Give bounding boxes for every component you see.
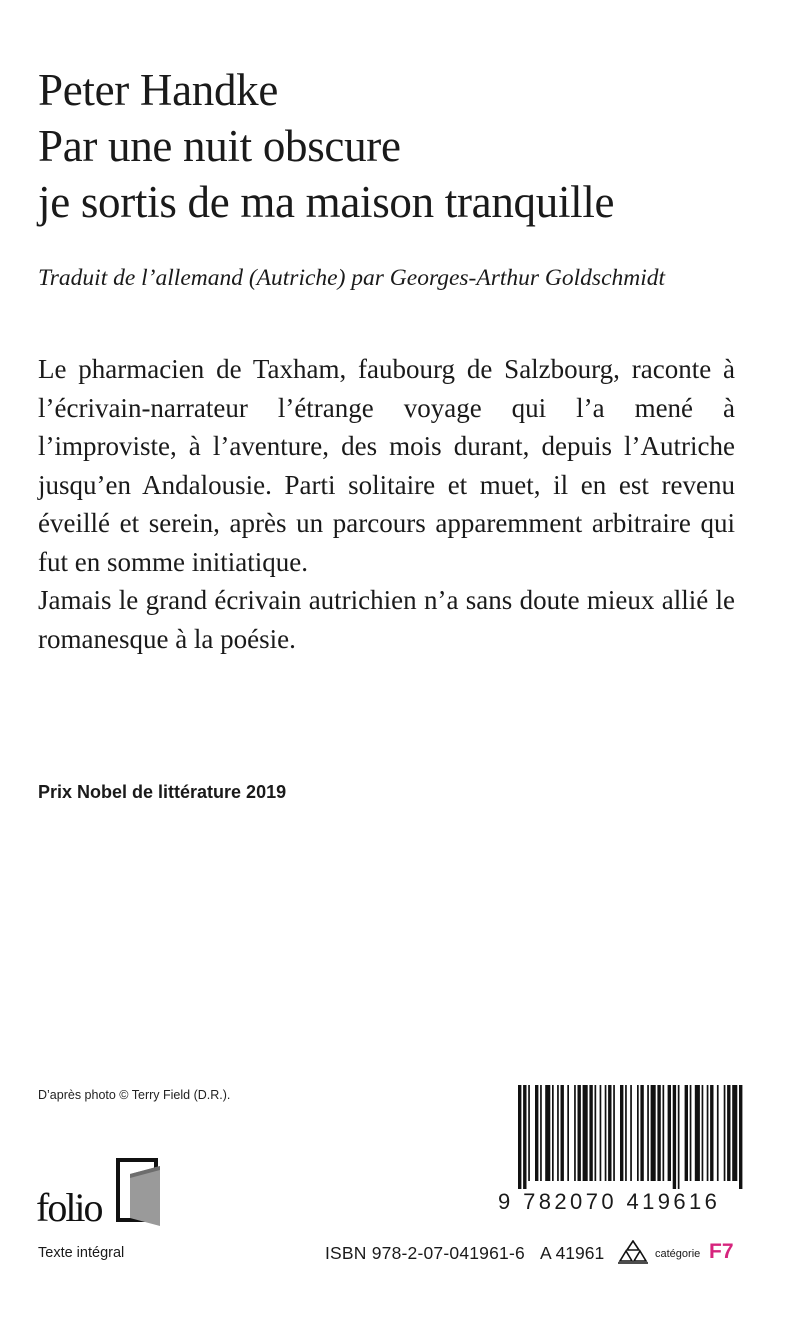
barcode-bar [630,1085,632,1181]
book-title-line-2: je sortis de ma maison tranquille [38,177,615,227]
barcode-bar [651,1085,656,1181]
barcode-bar [613,1085,615,1181]
barcode-bar [707,1085,709,1181]
barcode-bar [695,1085,700,1181]
translator-note: Traduit de l’allemand (Autriche) par Georges-Arthur Goldschmidt [38,265,666,291]
barcode-bar [557,1085,559,1181]
blurb-paragraph-1: Le pharmacien de Taxham, faubourg de Salzbourg, raconte à l’écrivain-narrateur l’étrange voyage qui l’a mené à l’improviste, à l’aventure, des mois durant, depuis l’Autriche jusqu’en Andalousie. Parti solitaire et muet, il en est revenu éveillé et serein, après un parcours apparemment arbitraire qui fut en somme initiatique. [38,354,735,577]
folio-logo [36,1158,176,1234]
barcode [498,1085,748,1215]
barcode-bar [717,1085,719,1181]
barcode-bar [540,1085,542,1181]
barcode-bar [625,1085,627,1181]
edition-label: Texte intégral [38,1245,125,1261]
book-title-line-1: Par une nuit obscure [38,121,401,171]
barcode-bar [600,1085,602,1181]
barcode-bar [545,1085,550,1181]
barcode-bar [608,1085,611,1181]
author-name: Peter Handke [38,65,279,115]
barcode-bar [710,1085,713,1181]
back-cover-blurb [38,350,735,658]
isbn-number: ISBN 978-2-07-041961-6 [325,1243,525,1263]
prize-line: Prix Nobel de littérature 2019 [38,782,287,802]
barcode-bar [685,1085,688,1181]
stock-code: A 41961 [540,1243,605,1263]
blurb-paragraph-2: Jamais le grand écrivain autrichien n’a sans doute mieux allié le romanesque à la poésie. [38,585,735,654]
gallimard-triangles-icon [617,1240,649,1264]
barcode-digits: 9 782070 419616 [498,1189,721,1214]
barcode-bar [647,1085,649,1181]
barcode-bar [640,1085,643,1181]
barcode-bar [663,1085,665,1181]
folio-logo-word: folio [36,1185,102,1230]
barcode-bar [637,1085,639,1181]
barcode-bar [668,1085,671,1181]
barcode-bar [561,1085,564,1181]
category-code: F7 [709,1240,734,1263]
folio-page-icon [116,1158,164,1228]
title-block [38,62,778,230]
barcode-bar [552,1085,554,1181]
barcode-bar [574,1085,576,1181]
barcode-bars [518,1085,744,1189]
barcode-bar [702,1085,704,1181]
barcode-bar [589,1085,592,1181]
barcode-bar [724,1085,726,1181]
barcode-bar [518,1085,521,1189]
barcode-bar [657,1085,660,1181]
barcode-bar [673,1085,676,1189]
isbn-line [325,1240,785,1266]
category-label: catégorie [655,1248,701,1260]
barcode-bar [678,1085,680,1189]
barcode-bar [727,1085,730,1181]
barcode-bar [528,1085,530,1181]
barcode-bar [620,1085,623,1181]
barcode-bar [578,1085,581,1181]
barcode-bar [567,1085,569,1181]
barcode-bar [690,1085,692,1181]
barcode-bar [523,1085,526,1189]
barcode-bar [595,1085,597,1181]
barcode-bar [583,1085,588,1181]
barcode-bar [605,1085,607,1181]
barcode-bar [739,1085,742,1189]
barcode-bar [732,1085,737,1181]
barcode-bar [535,1085,538,1181]
photo-credit: D’après photo © Terry Field (D.R.). [38,1088,231,1102]
